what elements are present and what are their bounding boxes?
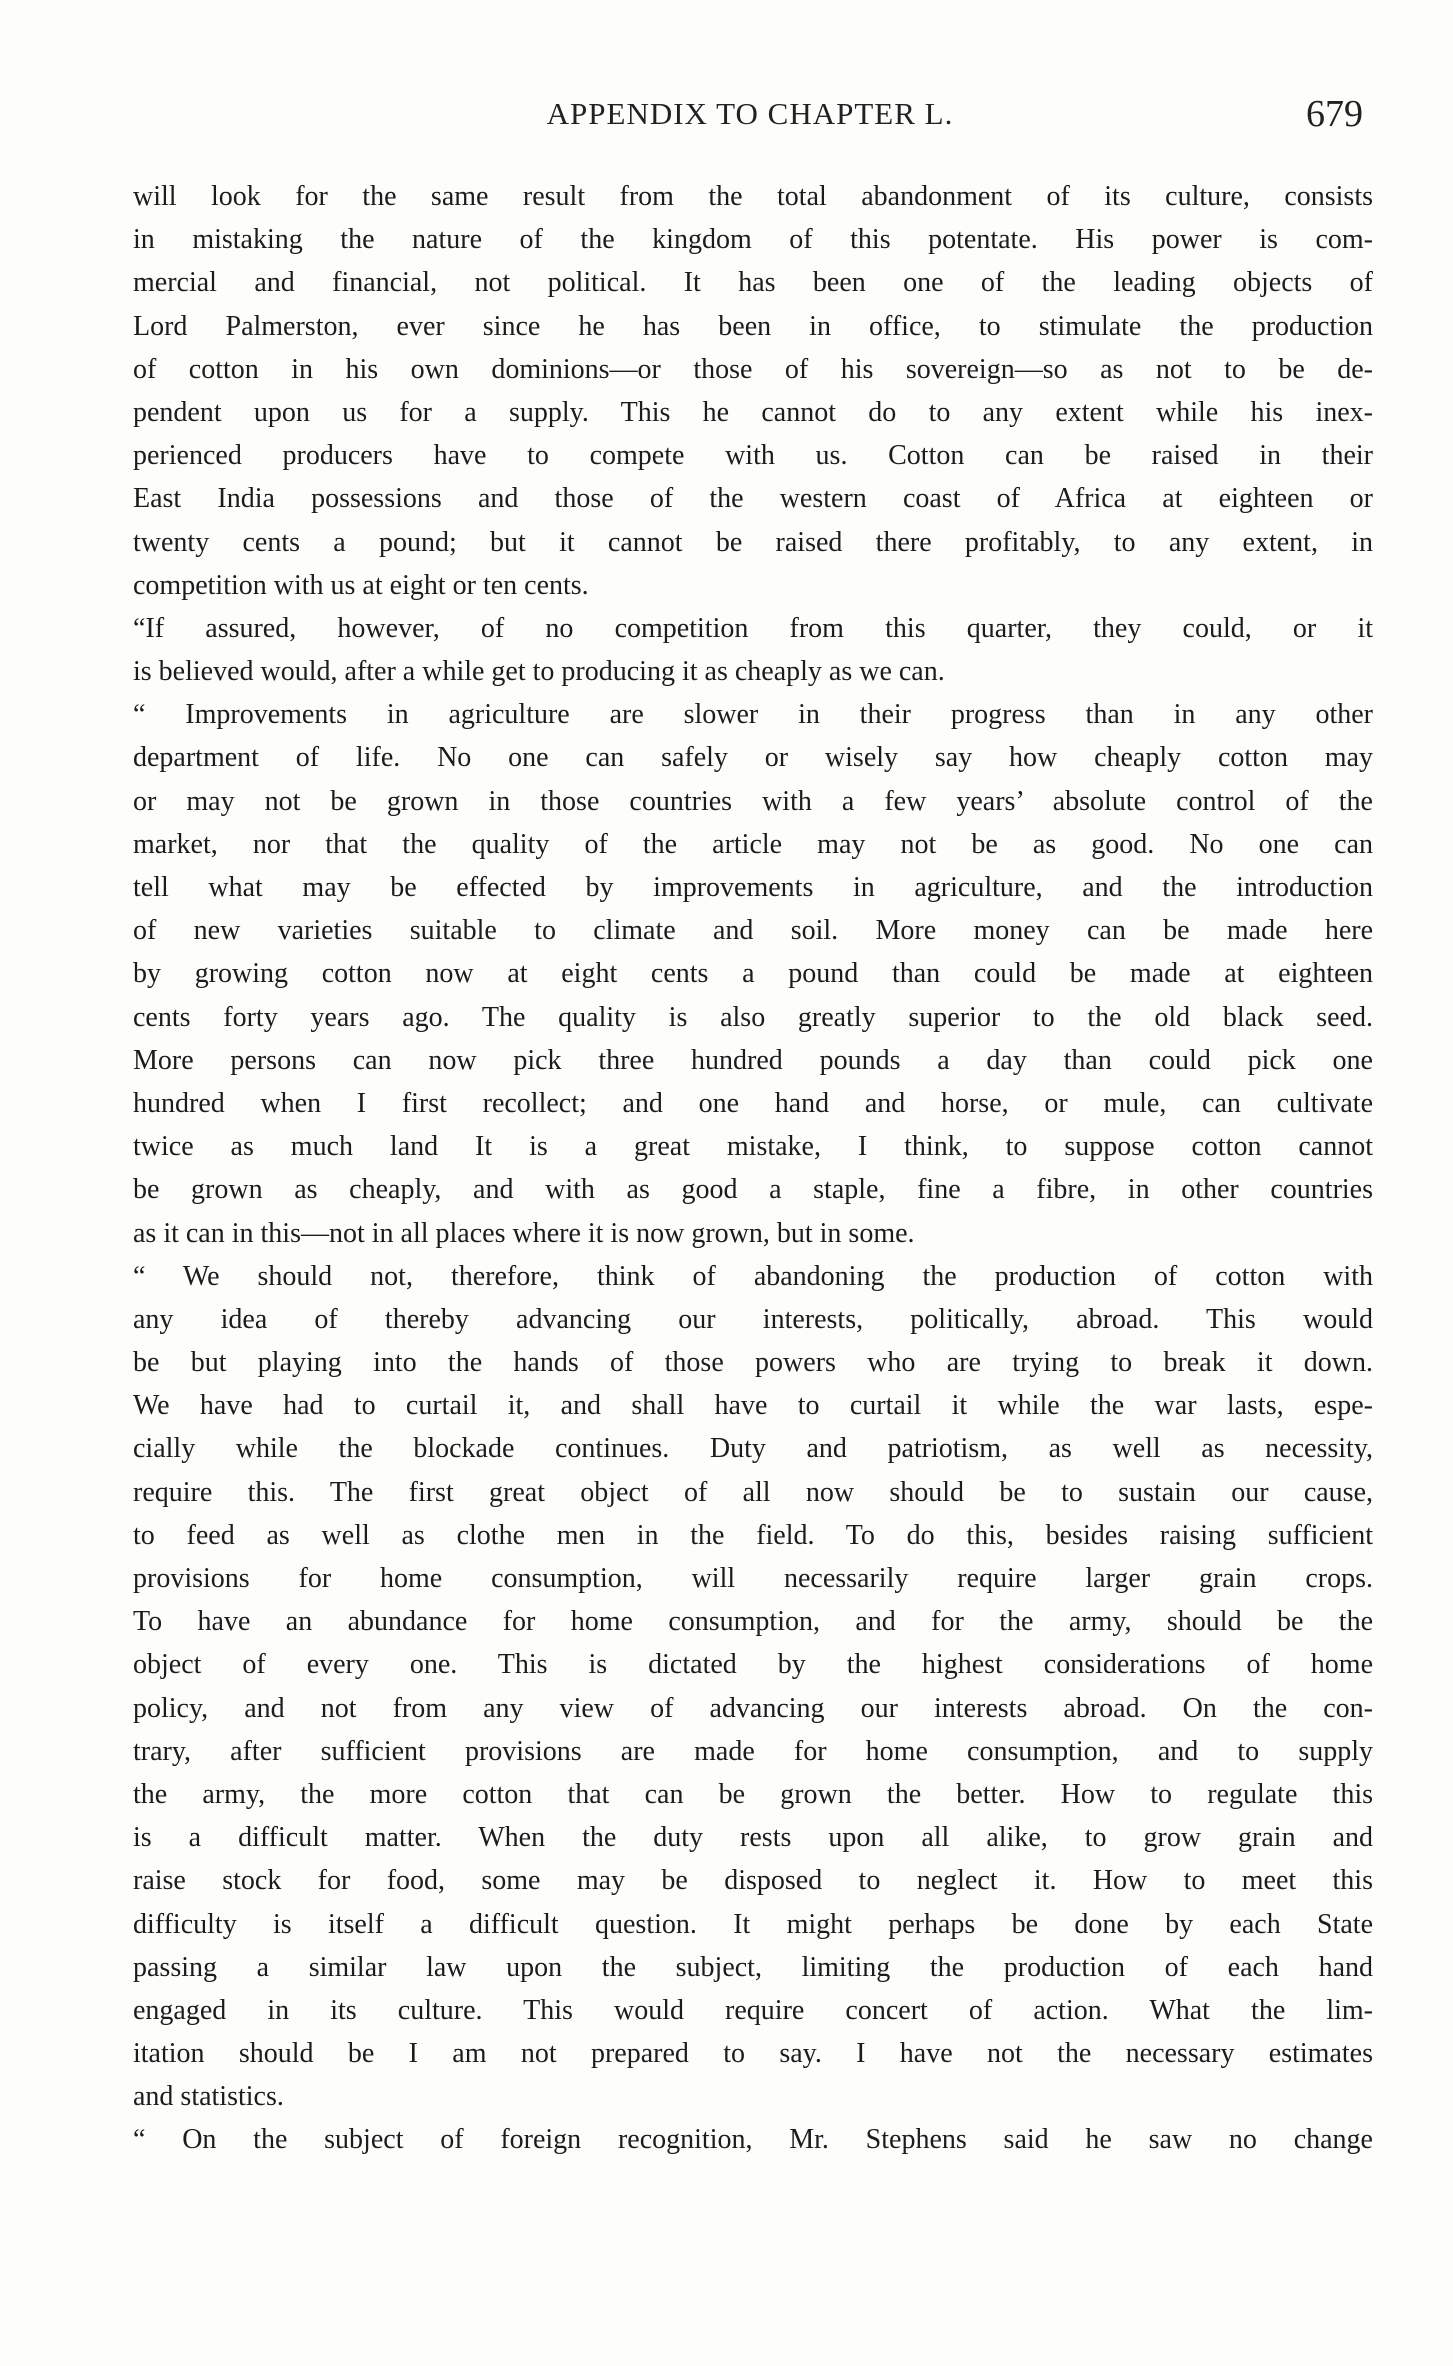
page-number: 679 xyxy=(1306,93,1363,135)
text-line: More persons can now pick three hundred pounds a day than could pick one xyxy=(133,1044,1373,1076)
text-line: any idea of thereby advancing our interests, politically, abroad. This would xyxy=(133,1303,1373,1335)
text-line: raise stock for food, some may be disposed to neglect it. How to meet this xyxy=(133,1865,1373,1897)
text-line: require this. The first great object of all now should be to sustain our cause, xyxy=(133,1476,1373,1508)
text-line: engaged in its culture. This would require concert of action. What the lim- xyxy=(133,1994,1373,2026)
text-line: or may not be grown in those countries with a few years’ absolute control of the xyxy=(133,785,1373,817)
text-line: itation should be I am not prepared to say. I have not the necessary estimates xyxy=(133,2038,1373,2070)
page-header xyxy=(133,92,1367,142)
text-line: in mistaking the nature of the kingdom of this potentate. His power is com- xyxy=(133,224,1373,256)
text-line: and statistics. xyxy=(133,2081,284,2113)
text-line: market, nor that the quality of the article may not be as good. No one can xyxy=(133,828,1373,860)
text-line: competition with us at eight or ten cents. xyxy=(133,569,589,601)
text-line: trary, after sufficient provisions are made for home consumption, and to supply xyxy=(133,1735,1373,1767)
text-line: of new varieties suitable to climate and soil. More money can be made here xyxy=(133,915,1373,947)
text-line: twenty cents a pound; but it cannot be raised there profitably, to any extent, in xyxy=(133,526,1373,558)
text-line: Lord Palmerston, ever since he has been in office, to stimulate the production xyxy=(133,310,1373,342)
text-line: “ We should not, therefore, think of abandoning the production of cotton with xyxy=(133,1260,1373,1292)
text-line: is believed would, after a while get to producing it as cheaply as we can. xyxy=(133,656,945,688)
text-line: “ Improvements in agriculture are slower in their progress than in any other xyxy=(133,699,1373,731)
text-line: by growing cotton now at eight cents a pound than could be made at eighteen xyxy=(133,958,1373,990)
text-line: passing a similar law upon the subject, limiting the production of each hand xyxy=(133,1951,1373,1983)
text-line: provisions for home consumption, will necessarily require larger grain crops. xyxy=(133,1563,1373,1594)
text-line: East India possessions and those of the western coast of Africa at eighteen or xyxy=(133,483,1373,515)
text-line: cents forty years ago. The quality is also greatly superior to the old black seed. xyxy=(133,1001,1373,1033)
text-line: “ On the subject of foreign recognition, Mr. Stephens said he saw no change xyxy=(133,2124,1373,2156)
text-line: be grown as cheaply, and with as good a staple, fine a fibre, in other countries xyxy=(133,1174,1373,1206)
text-line: be but playing into the hands of those powers who are trying to break it down. xyxy=(133,1347,1373,1379)
text-line: twice as much land It is a great mistake, I think, to suppose cotton cannot xyxy=(133,1131,1373,1163)
body-text xyxy=(133,175,1373,2162)
text-line: cially while the blockade continues. Duty and patriotism, as well as necessity, xyxy=(133,1433,1373,1465)
text-line: of cotton in his own dominions—or those of his sovereign—so as not to be de- xyxy=(133,353,1373,385)
text-line: department of life. No one can safely or wisely say how cheaply cotton may xyxy=(133,742,1373,774)
text-line: object of every one. This is dictated by the highest considerations of home xyxy=(133,1649,1373,1681)
text-line: perienced producers have to compete with us. Cotton can be raised in their xyxy=(133,440,1373,472)
text-line: the army, the more cotton that can be grown the better. How to regulate this xyxy=(133,1778,1373,1810)
running-head: APPENDIX TO CHAPTER L. xyxy=(546,96,954,131)
text-line: to feed as well as clothe men in the field. To do this, besides raising sufficient xyxy=(133,1519,1373,1551)
text-line: hundred when I first recollect; and one hand and horse, or mule, can cultivate xyxy=(133,1087,1373,1119)
text-line: tell what may be effected by improvements in agriculture, and the introduction xyxy=(133,872,1373,903)
text-line: difficulty is itself a difficult question. It might perhaps be done by each State xyxy=(133,1908,1373,1940)
text-line: mercial and financial, not political. It has been one of the leading objects of xyxy=(133,267,1373,299)
text-line: will look for the same result from the total abandonment of its culture, consists xyxy=(133,181,1373,212)
text-line: pendent upon us for a supply. This he cannot do to any extent while his inex- xyxy=(133,396,1373,428)
text-line: To have an abundance for home consumption, and for the army, should be the xyxy=(133,1606,1373,1638)
text-line: We have had to curtail it, and shall have to curtail it while the war lasts, espe- xyxy=(133,1390,1373,1422)
text-line: “If assured, however, of no competition from this quarter, they could, or it xyxy=(133,612,1373,644)
text-line: policy, and not from any view of advancing our interests abroad. On the con- xyxy=(133,1692,1373,1724)
text-line: as it can in this—not in all places where it is now grown, but in some. xyxy=(133,1217,915,1249)
text-line: is a difficult matter. When the duty rests upon all alike, to grow grain and xyxy=(133,1822,1373,1854)
